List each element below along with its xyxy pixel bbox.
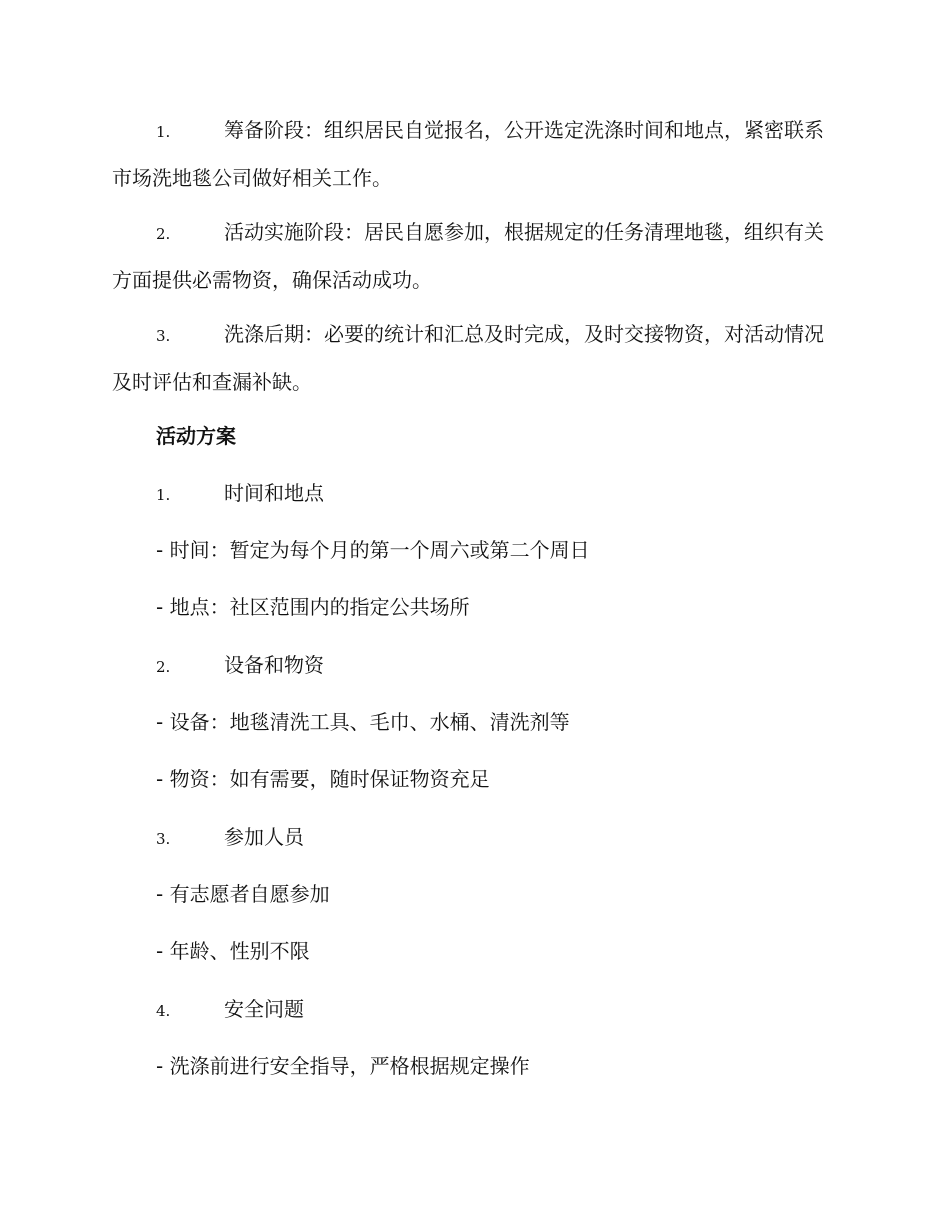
phase-paragraph [112, 107, 834, 201]
plan-item-detail: - 物资：如有需要，随时保证物资充足 [156, 767, 490, 791]
plan-item-title [156, 479, 324, 509]
list-number: 4. [156, 1002, 171, 1020]
plan-item-detail: - 设备：地毯清洗工具、毛巾、水桶、清洗剂等 [156, 710, 570, 734]
list-number: 1. [156, 486, 171, 504]
phase-text: 洗涤后期：必要的统计和汇总及时完成，及时交接物资，对活动情况及时评估和查漏补缺。 [112, 322, 824, 394]
section-heading: 活动方案 [156, 424, 236, 448]
plan-item-detail: - 地点：社区范围内的指定公共场所 [156, 595, 470, 619]
list-number: 2. [156, 658, 171, 676]
plan-item-title [156, 651, 324, 681]
item-title-text: 安全问题 [224, 997, 304, 1021]
phase-paragraph [112, 209, 834, 303]
plan-item-detail: - 时间：暂定为每个月的第一个周六或第二个周日 [156, 538, 590, 562]
list-number: 1. [156, 123, 171, 141]
item-title-text: 时间和地点 [224, 481, 324, 505]
item-title-text: 参加人员 [224, 825, 304, 849]
plan-item-detail: - 洗涤前进行安全指导，严格根据规定操作 [156, 1054, 530, 1078]
list-number: 2. [156, 225, 171, 243]
phase-paragraph [112, 311, 834, 405]
phase-text: 筹备阶段：组织居民自觉报名，公开选定洗涤时间和地点，紧密联系市场洗地毯公司做好相关工作。 [112, 118, 824, 190]
plan-item-detail: - 有志愿者自愿参加 [156, 882, 330, 906]
plan-item-title [156, 823, 304, 853]
list-number: 3. [156, 327, 171, 345]
phase-text: 活动实施阶段：居民自愿参加，根据规定的任务清理地毯，组织有关方面提供必需物资，确保活动成功。 [112, 220, 824, 292]
item-title-text: 设备和物资 [224, 653, 324, 677]
plan-item-title [156, 995, 304, 1025]
list-number: 3. [156, 830, 171, 848]
plan-item-detail: - 年龄、性别不限 [156, 939, 310, 963]
